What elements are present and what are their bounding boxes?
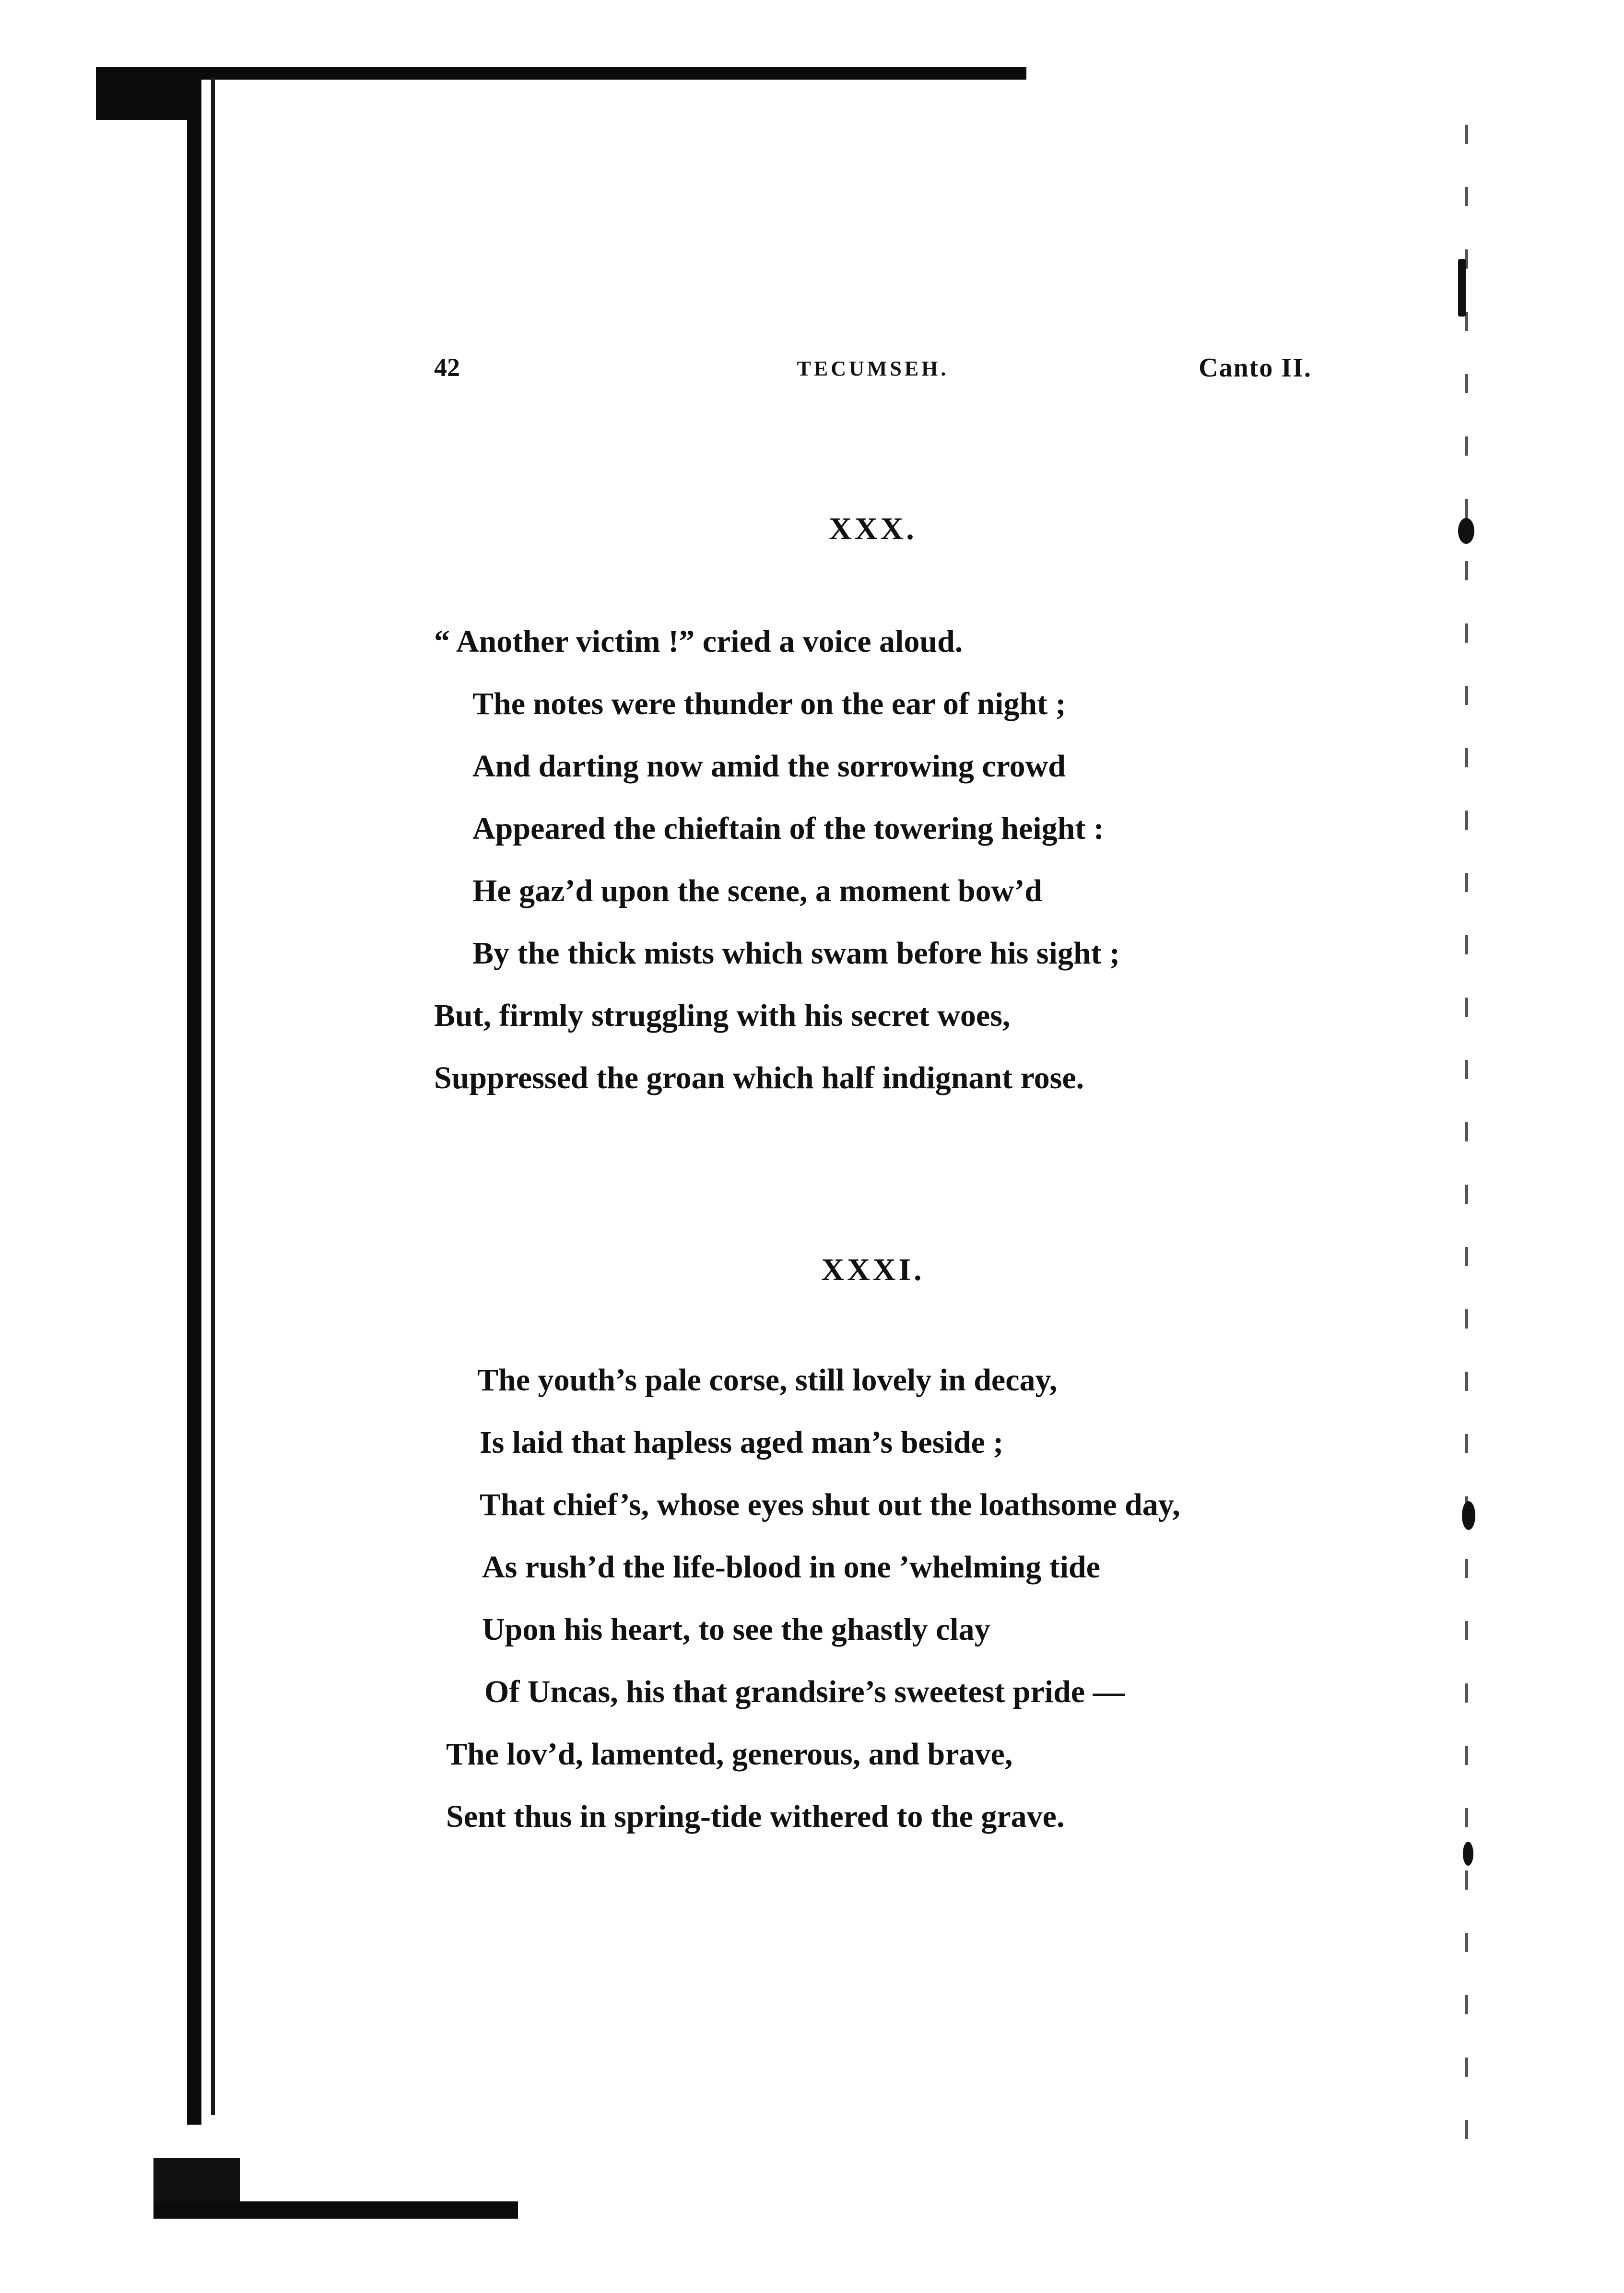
scan-speck [1462, 1501, 1475, 1530]
scan-speck [1463, 1842, 1473, 1866]
verse-line: He gaz’d upon the scene, a moment bow’d [472, 873, 1042, 908]
verse-line: Is laid that hapless aged man’s beside ; [480, 1425, 1004, 1460]
running-title: TECUMSEH. [797, 357, 949, 380]
scan-speck [1458, 259, 1466, 317]
running-head [434, 353, 1312, 396]
verse-line: That chief’s, whose eyes shut out the loathsome day, [480, 1487, 1180, 1522]
scan-border-bottom-left [153, 2158, 240, 2201]
stanza-number: XXX. [829, 511, 917, 546]
scan-speck [1458, 518, 1474, 544]
verse-line: And darting now amid the sorrowing crowd [472, 749, 1066, 784]
verse-line: By the thick mists which swam before his sight ; [472, 936, 1120, 971]
scan-border-top [96, 67, 1026, 80]
verse-line: “ Another victim !” cried a voice aloud. [434, 624, 963, 659]
verse-line: The lov’d, lamented, generous, and brave, [446, 1737, 1013, 1772]
page-number: 42 [434, 353, 460, 382]
verse-line: Suppressed the groan which half indignant rose. [434, 1060, 1084, 1095]
verse-line: Appeared the chieftain of the towering height : [472, 811, 1104, 846]
stanza-number: XXXI. [821, 1252, 925, 1287]
verse-line: Of Uncas, his that grandsire’s sweetest pride — [484, 1674, 1125, 1709]
verse-line: The notes were thunder on the ear of night ; [472, 686, 1066, 721]
verse-line: Sent thus in spring-tide withered to the grave. [446, 1799, 1065, 1834]
scan-border-left-inner [211, 77, 215, 2115]
scan-border-left [187, 67, 201, 2125]
verse-line: But, firmly struggling with his secret woes, [434, 998, 1011, 1033]
verse-line: Upon his heart, to see the ghastly clay [482, 1612, 990, 1647]
verse-line: The youth’s pale corse, still lovely in decay, [477, 1363, 1058, 1398]
verse-line: As rush’d the life-blood in one ’whelming tide [482, 1550, 1100, 1585]
canto-label: Canto II. [1199, 353, 1312, 383]
scan-border-bottom [153, 2201, 518, 2219]
